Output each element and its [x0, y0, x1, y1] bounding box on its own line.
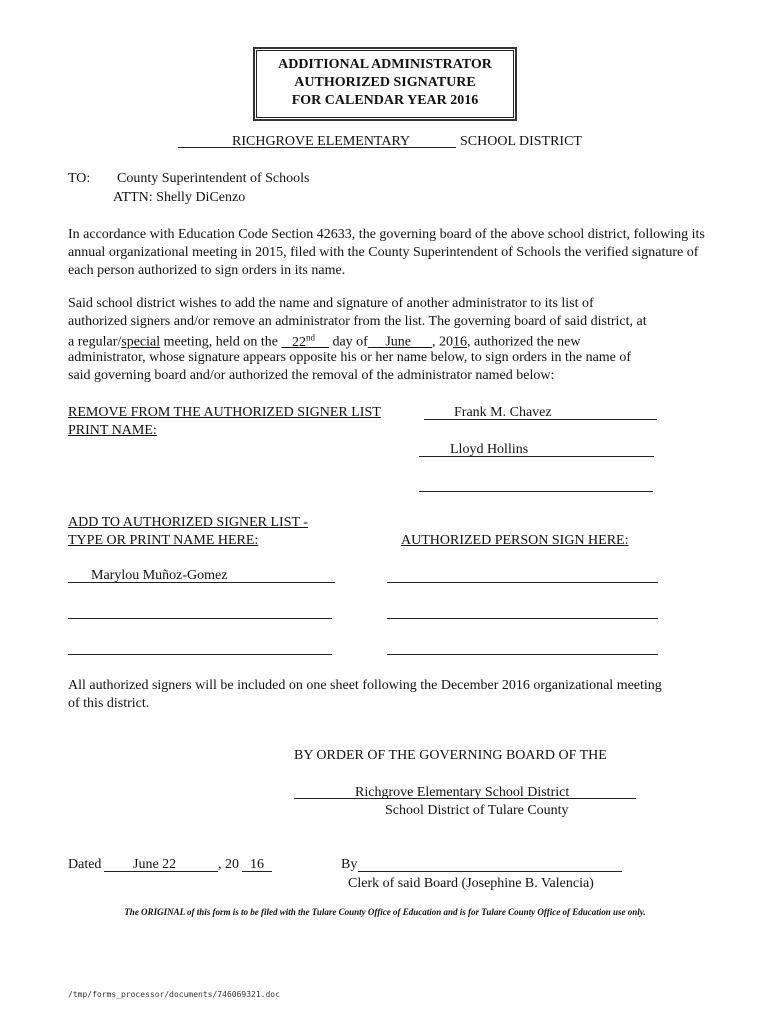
district-name: RICHGROVE ELEMENTARY — [232, 134, 411, 149]
clerk-label: Clerk of said Board (Josephine B. Valencia) — [348, 876, 594, 891]
remove-name-line-3 — [419, 491, 653, 492]
order-heading: BY ORDER OF THE GOVERNING BOARD OF THE — [294, 748, 607, 763]
paragraph-2-line-5: said governing board and/or authorized the removal of the administrator named below: — [68, 368, 555, 383]
dated-label: Dated — [68, 857, 102, 872]
meeting-day: 22nd — [291, 332, 315, 350]
year-prefix: , 20 — [432, 334, 453, 350]
add-name-1: Marylou Muñoz-Gomez — [91, 568, 228, 583]
attn-line: ATTN: Shelly DiCenzo — [113, 190, 246, 205]
document-path: /tmp/forms_processor/documents/746069321.doc — [68, 990, 280, 999]
signature-line-3 — [387, 654, 658, 655]
meeting-year: 16 — [453, 334, 467, 350]
title-line-2: AUTHORIZED SIGNATURE — [294, 75, 476, 90]
to-label: TO: — [68, 171, 91, 186]
filing-note: The ORIGINAL of this form is to be filed with the Tulare County Office of Education and is for Tulare County Office of Education use only. — [124, 907, 646, 917]
paragraph-2-line-3 — [68, 332, 581, 351]
by-label: By — [341, 857, 358, 872]
paragraph-2-line-2: authorized signers and/or remove an administrator from the list. The governing board of said district, at — [68, 314, 647, 329]
dated-date: June 22 — [133, 857, 177, 872]
sign-here-label: AUTHORIZED PERSON SIGN HERE: — [401, 533, 629, 548]
special-text: special — [121, 334, 161, 350]
meeting-month: June — [385, 334, 411, 350]
district-suffix: SCHOOL DISTRICT — [460, 134, 582, 149]
dated-year-prefix: , 20 — [218, 857, 239, 872]
paragraph-2-line-1: Said school district wishes to add the name and signature of another administrator to its list of — [68, 296, 594, 311]
title-line-1: ADDITIONAL ADMINISTRATOR — [278, 57, 492, 72]
remove-print-name-label: PRINT NAME: — [68, 423, 157, 438]
title-box — [256, 50, 514, 118]
signature-line-1 — [387, 582, 658, 583]
signature-line-2 — [387, 618, 658, 619]
remove-name-1: Frank M. Chavez — [454, 405, 552, 420]
remove-heading: REMOVE FROM THE AUTHORIZED SIGNER LIST — [68, 405, 381, 420]
title-line-3: FOR CALENDAR YEAR 2016 — [291, 93, 479, 108]
remove-name-2: Lloyd Hollins — [450, 442, 529, 457]
to-recipient: County Superintendent of Schools — [117, 171, 310, 186]
after-year-text: , authorized the new — [467, 334, 581, 350]
add-name-line-2 — [68, 618, 332, 619]
order-district: Richgrove Elementary School District — [355, 785, 570, 800]
add-print-name-label: TYPE OR PRINT NAME HERE: — [68, 533, 259, 548]
meeting-text: meeting, held on the — [160, 334, 282, 350]
add-name-line-3 — [68, 654, 332, 655]
dated-year: 16 — [250, 857, 264, 872]
by-signature-line — [358, 871, 622, 872]
regular-text: a regular/ — [68, 334, 122, 350]
order-county: School District of Tulare County — [385, 803, 569, 818]
day-of-text: day of — [328, 334, 368, 350]
paragraph-1: In accordance with Education Code Section 42633, the governing board of the above school district, following its annual organizational meeting in 2015, filed with the County Superintendent of Schools the verified signature of each person authorized to sign orders in its name. — [68, 227, 705, 278]
paragraph-2-line-4: administrator, whose signature appears opposite his or her name below, to sign orders in the name of — [68, 350, 632, 365]
closing-paragraph: All authorized signers will be included on one sheet following the December 2016 organizational meeting of this district. — [68, 678, 662, 711]
add-heading: ADD TO AUTHORIZED SIGNER LIST - — [68, 515, 308, 530]
